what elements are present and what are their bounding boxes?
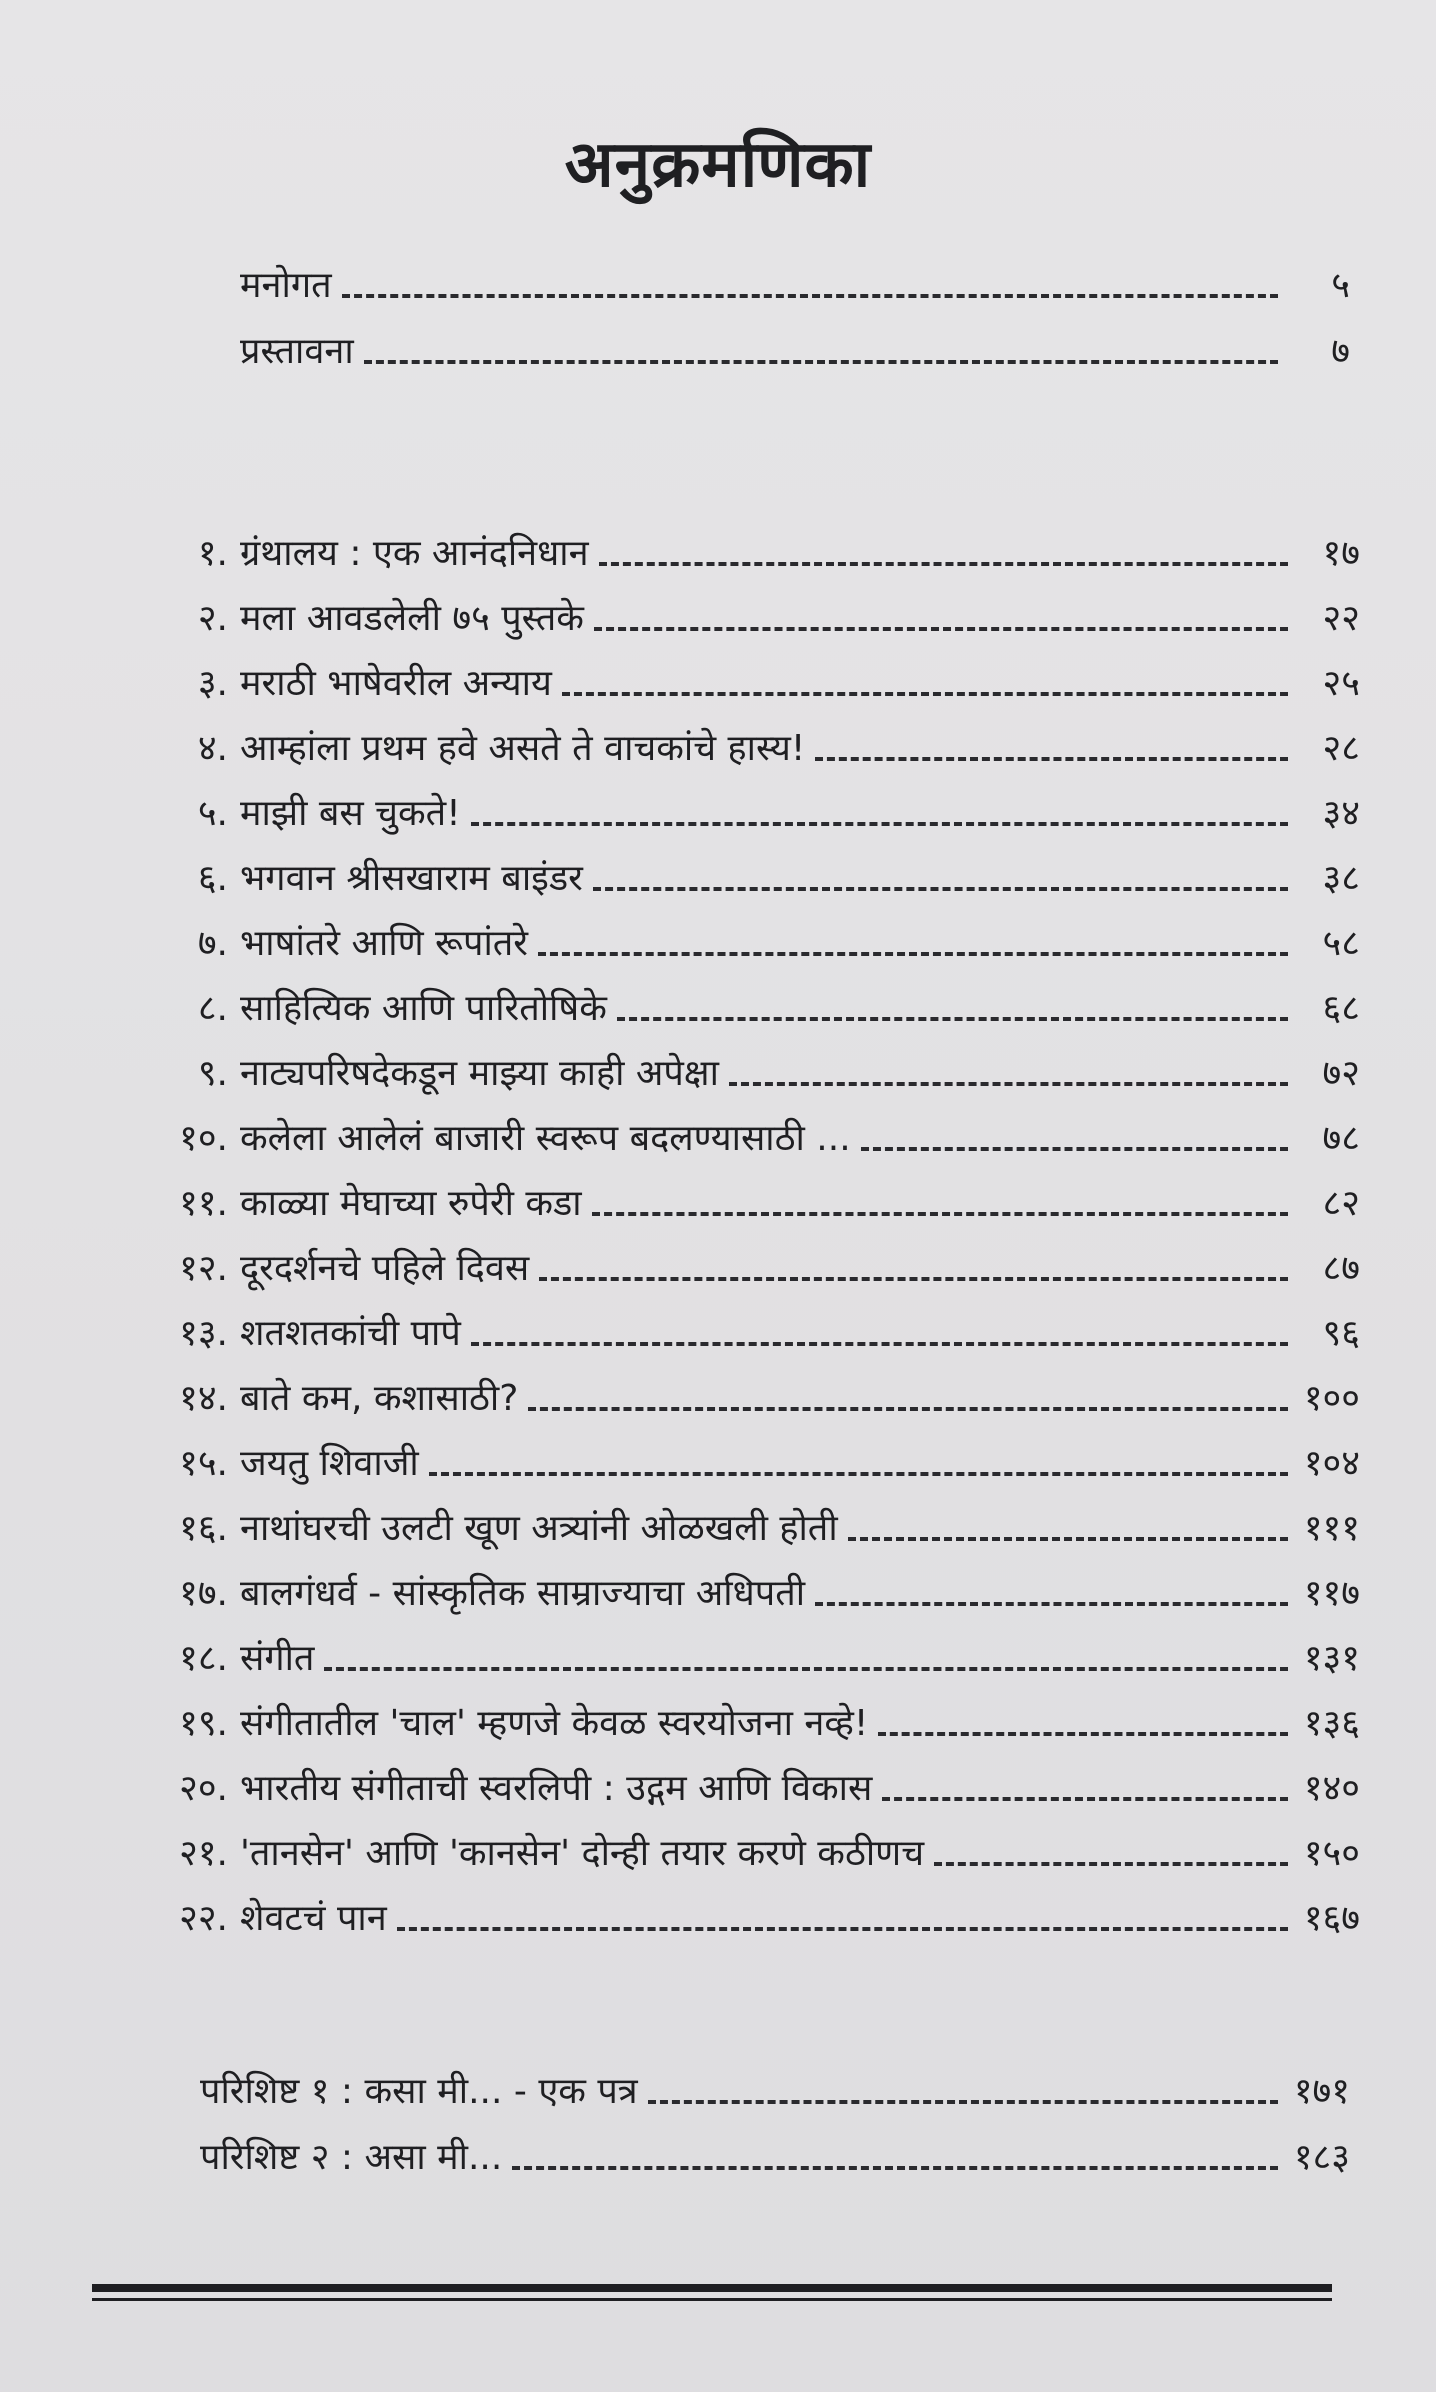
footer-rule-thick — [92, 2284, 1332, 2292]
toc-entry-number: १९. — [179, 1703, 228, 1744]
dotted-leader — [471, 1342, 1288, 1346]
toc-entry-number: ५. — [197, 793, 228, 834]
dotted-leader — [364, 360, 1278, 364]
dotted-leader — [815, 757, 1288, 761]
toc-entry-label: परिशिष्ट २ : असा मी... — [200, 2137, 503, 2178]
toc-entry-page: १८३ — [1293, 2137, 1350, 2178]
toc-entry-page: १७ — [1322, 533, 1360, 574]
dotted-leader — [861, 1147, 1288, 1151]
dotted-leader — [324, 1667, 1288, 1671]
toc-entry-number: १. — [197, 533, 228, 574]
toc-entry-page: १०० — [1303, 1378, 1360, 1419]
toc-entry-label: संगीतातील 'चाल' म्हणजे केवळ स्वरयोजना नव्हे! — [240, 1703, 869, 1744]
toc-entry-chapter — [120, 656, 1360, 712]
toc-entry-chapter — [120, 1046, 1360, 1102]
dotted-leader — [592, 1212, 1288, 1216]
dotted-leader — [882, 1797, 1288, 1801]
toc-entry-page: २२ — [1322, 598, 1360, 639]
toc-entry-number: ११. — [179, 1183, 228, 1224]
toc-entry-chapter — [120, 1501, 1360, 1557]
toc-entry-label: नाथांघरची उलटी खूण अत्र्यांनी ओळखली होती — [240, 1508, 838, 1549]
dotted-leader — [528, 1407, 1288, 1411]
toc-entry-page: १११ — [1303, 1508, 1360, 1549]
toc-entry-label: मराठी भाषेवरील अन्याय — [240, 663, 552, 704]
toc-entry-label: संगीत — [240, 1638, 315, 1679]
dotted-leader — [878, 1732, 1288, 1736]
toc-entry-page: ७२ — [1322, 1053, 1360, 1094]
toc-entry-appendix — [200, 2130, 1350, 2186]
toc-entry-label: परिशिष्ट १ : कसा मी... - एक पत्र — [200, 2071, 638, 2112]
dotted-leader — [848, 1537, 1288, 1541]
toc-entry-page: ११७ — [1303, 1573, 1360, 1614]
toc-entry-page: ५ — [1331, 265, 1350, 306]
toc-entry-chapter — [120, 1241, 1360, 1297]
toc-entry-label: शेवटचं पान — [240, 1898, 387, 1939]
toc-entry-label: प्रस्तावना — [240, 331, 354, 372]
dotted-leader — [594, 627, 1288, 631]
toc-entry-number: ६. — [197, 858, 228, 899]
dotted-leader — [539, 1277, 1288, 1281]
toc-entry-label: शतशतकांची पापे — [240, 1313, 461, 1354]
toc-entry-page: १३६ — [1303, 1703, 1360, 1744]
toc-entry-chapter — [120, 1436, 1360, 1492]
toc-entry-page: १४० — [1303, 1768, 1360, 1809]
toc-entry-chapter — [120, 1111, 1360, 1167]
toc-entry-chapter — [120, 1306, 1360, 1362]
toc-entry-label: दूरदर्शनचे पहिले दिवस — [240, 1248, 530, 1289]
dotted-leader — [562, 692, 1288, 696]
toc-entry-label: बालगंधर्व - सांस्कृतिक साम्राज्याचा अधिपती — [240, 1573, 806, 1614]
toc-entry-chapter — [120, 1891, 1360, 1947]
dotted-leader — [512, 2166, 1278, 2170]
toc-entry-label: जयतु शिवाजी — [240, 1443, 419, 1484]
footer-rule-thin — [92, 2298, 1332, 2301]
toc-entry-label: काळ्या मेघाच्या रुपेरी कडा — [240, 1183, 582, 1224]
toc-entry-number: १०. — [179, 1118, 228, 1159]
toc-entry-label: ग्रंथालय : एक आनंदनिधान — [240, 533, 589, 574]
toc-entry-page: १०४ — [1303, 1443, 1360, 1484]
toc-entry-chapter — [120, 1176, 1360, 1232]
toc-entry-page: ९६ — [1322, 1313, 1360, 1354]
toc-entry-chapter — [120, 1566, 1360, 1622]
toc-entry-number: १७. — [179, 1573, 228, 1614]
toc-entry-page: ५८ — [1322, 923, 1360, 964]
dotted-leader — [538, 952, 1288, 956]
toc-entry-number: २०. — [179, 1768, 228, 1809]
toc-entry-number: २२. — [179, 1898, 228, 1939]
toc-entry-page: १५० — [1303, 1833, 1360, 1874]
dotted-leader — [648, 2100, 1278, 2104]
toc-entry-manogat — [240, 258, 1350, 314]
toc-entry-label: भगवान श्रीसखाराम बाइंडर — [240, 858, 583, 899]
toc-entry-page: ३४ — [1322, 793, 1360, 834]
toc-entry-chapter — [120, 591, 1360, 647]
dotted-leader — [397, 1927, 1288, 1931]
toc-entry-number: १३. — [179, 1313, 228, 1354]
toc-entry-number: ३. — [197, 663, 228, 704]
toc-entry-number: ७. — [197, 923, 228, 964]
toc-entry-chapter — [120, 981, 1360, 1037]
toc-entry-appendix — [200, 2064, 1350, 2120]
toc-entry-number: २. — [197, 598, 228, 639]
toc-entry-label: मनोगत — [240, 265, 332, 306]
toc-entry-chapter — [120, 786, 1360, 842]
toc-entry-page: ७ — [1331, 331, 1350, 372]
toc-entry-label: मला आवडलेली ७५ पुस्तके — [240, 598, 584, 639]
toc-entry-page: ८२ — [1322, 1183, 1360, 1224]
dotted-leader — [815, 1602, 1288, 1606]
toc-entry-number: १५. — [179, 1443, 228, 1484]
dotted-leader — [429, 1472, 1288, 1476]
toc-entry-number: ४. — [197, 728, 228, 769]
toc-entry-number: १२. — [179, 1248, 228, 1289]
dotted-leader — [729, 1082, 1288, 1086]
toc-entry-number: १६. — [179, 1508, 228, 1549]
dotted-leader — [342, 294, 1278, 298]
toc-entry-chapter — [120, 916, 1360, 972]
toc-entry-page: १७१ — [1293, 2071, 1350, 2112]
toc-entry-chapter — [120, 1761, 1360, 1817]
toc-entry-label: बाते कम, कशासाठी? — [240, 1378, 519, 1419]
dotted-leader — [599, 562, 1288, 566]
toc-entry-label: भारतीय संगीताची स्वरलिपी : उद्गम आणि विकास — [240, 1768, 873, 1809]
toc-entry-label: कलेला आलेलं बाजारी स्वरूप बदलण्यासाठी ... — [240, 1118, 851, 1159]
toc-entry-number: ८. — [197, 988, 228, 1029]
toc-entry-label: नाट्यपरिषदेकडून माझ्या काही अपेक्षा — [240, 1053, 719, 1094]
dotted-leader — [471, 822, 1288, 826]
page-title: अनुक्रमणिका — [564, 128, 872, 202]
toc-entry-page: २५ — [1322, 663, 1360, 704]
toc-entry-page: २८ — [1322, 728, 1360, 769]
toc-entry-chapter — [120, 526, 1360, 582]
toc-entry-page: ६८ — [1322, 988, 1360, 1029]
dotted-leader — [934, 1862, 1288, 1866]
toc-entry-label: 'तानसेन' आणि 'कानसेन' दोन्ही तयार करणे कठीणच — [240, 1833, 925, 1874]
toc-entry-chapter — [120, 1371, 1360, 1427]
toc-entry-number: १४. — [179, 1378, 228, 1419]
toc-entry-number: २१. — [179, 1833, 228, 1874]
toc-entry-label: आम्हांला प्रथम हवे असते ते वाचकांचे हास्य! — [240, 728, 806, 769]
toc-entry-page: ८७ — [1322, 1248, 1360, 1289]
toc-entry-prastavana — [240, 324, 1350, 380]
toc-entry-number: ९. — [197, 1053, 228, 1094]
toc-entry-label: साहित्यिक आणि पारितोषिके — [240, 988, 607, 1029]
toc-entry-chapter — [120, 1696, 1360, 1752]
toc-entry-page: १६७ — [1303, 1898, 1360, 1939]
toc-entry-page: १३१ — [1303, 1638, 1360, 1679]
toc-entry-label: भाषांतरे आणि रूपांतरे — [240, 923, 529, 964]
toc-entry-page: ७८ — [1322, 1118, 1360, 1159]
toc-entry-chapter — [120, 1826, 1360, 1882]
toc-entry-chapter — [120, 721, 1360, 777]
toc-entry-page: ३८ — [1322, 858, 1360, 899]
toc-entry-label: माझी बस चुकते! — [240, 793, 461, 834]
dotted-leader — [593, 887, 1288, 891]
toc-entry-number: १८. — [179, 1638, 228, 1679]
toc-entry-chapter — [120, 1631, 1360, 1687]
dotted-leader — [617, 1017, 1288, 1021]
toc-entry-chapter — [120, 851, 1360, 907]
